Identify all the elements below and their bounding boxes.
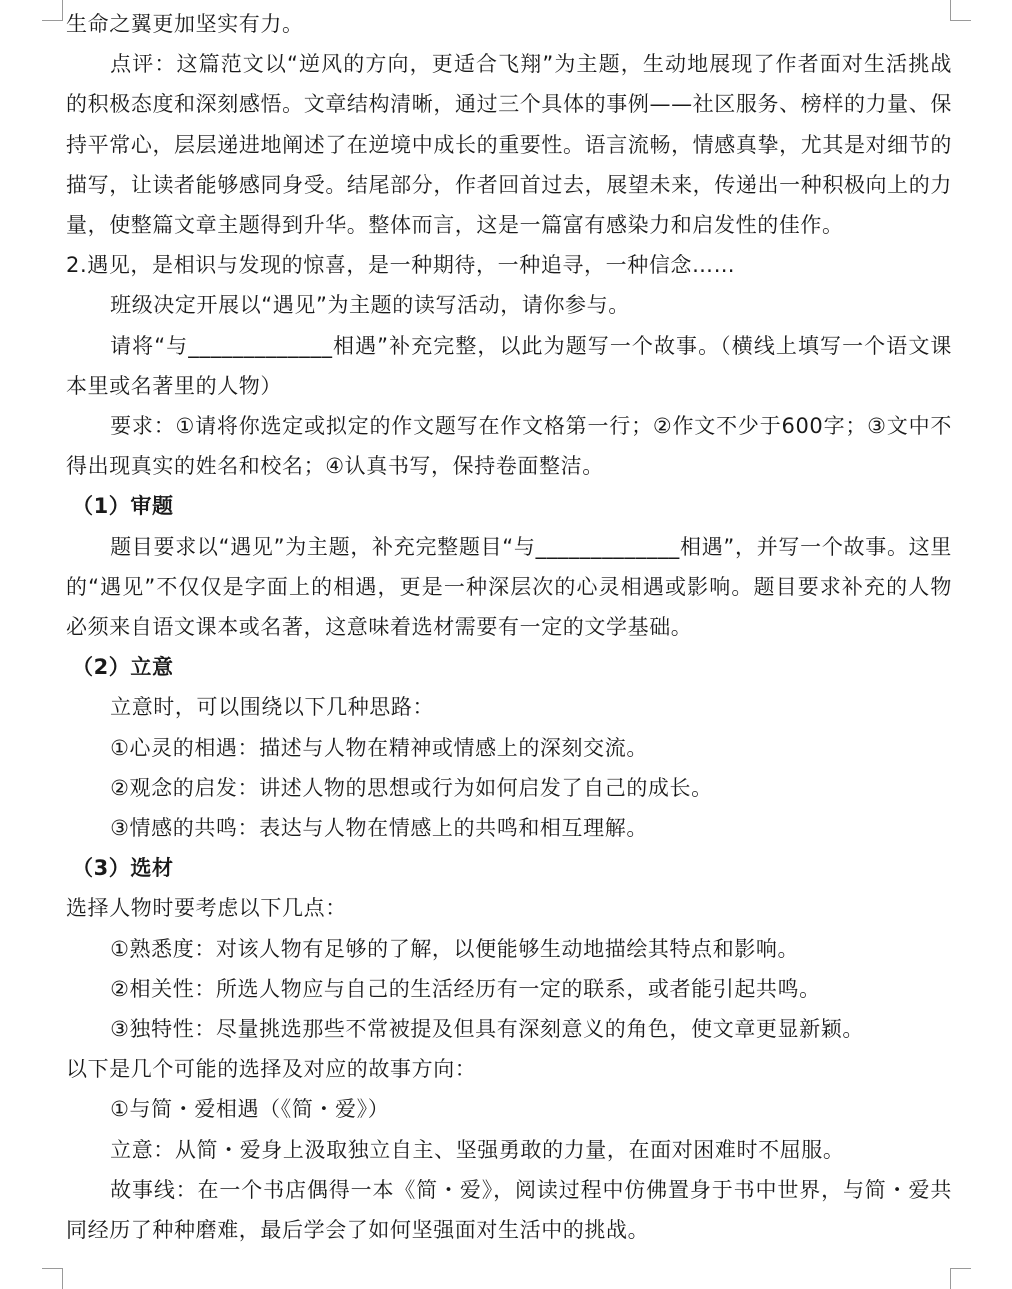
paragraph-theme-intro: 立意时，可以围绕以下几种思路： [110, 695, 435, 720]
material-item-3: ③独特性：尽量挑选那些不常被提及但具有深刻意义的角色，使文章更显新颖。 [110, 1017, 864, 1042]
question-2-prompt: 请将“与_____________相遇”补充完整，以此为题写一个故事。（横线上填写一个语文课本里或名著里的人物） [66, 333, 952, 398]
section-heading-theme: （2）立意 [72, 655, 174, 680]
material-item-2: ②相关性：所选人物应与自己的生活经历有一定的联系，或者能引起共鸣。 [110, 976, 821, 1001]
paragraph-options-intro: 以下是几个可能的选择及对应的故事方向： [66, 1057, 477, 1082]
option-1-theme: 立意：从简・爱身上汲取独立自主、坚强勇敢的力量，在面对困难时不屈服。 [110, 1137, 845, 1162]
crop-mark-bottom-left [42, 1268, 63, 1289]
material-item-1: ①熟悉度：对该人物有足够的了解，以便能够生动地描绘其特点和影响。 [110, 936, 800, 961]
crop-mark-top-right [950, 0, 971, 21]
theme-item-3: ③情感的共鸣：表达与人物在情感上的共鸣和相互理解。 [110, 816, 648, 841]
crop-mark-bottom-right [950, 1268, 971, 1289]
option-1-title: ①与简・爱相遇（《简・爱》） [110, 1097, 390, 1122]
section-heading-analysis: （1）审题 [72, 494, 174, 519]
theme-item-1: ①心灵的相遇：描述与人物在精神或情感上的深刻交流。 [110, 735, 648, 760]
paragraph-analysis: 题目要求以“遇见”为主题，补充完整题目“与_____________相遇”，并写一个故事。这里的“遇见”不仅仅是字面上的相遇，更是一种深层次的心灵相遇或影响。题目要求补充的人物必须来自语文课本或名著，这意味着选材需要有一定的文学基础。 [66, 534, 952, 640]
question-2-requirements: 要求：①请将你选定或拟定的作文题写在作文格第一行；②作文不少于600字；③文中不得出现真实的姓名和校名；④认真书写，保持卷面整洁。 [66, 414, 952, 479]
document-body [66, 4, 952, 1250]
paragraph-commentary: 点评：这篇范文以“逆风的方向，更适合飞翔”为主题，生动地展现了作者面对生活挑战的积极态度和深刻感悟。文章结构清晰，通过三个具体的事例——社区服务、榜样的力量、保持平常心，层层递进地阐述了在逆境中成长的重要性。语言流畅，情感真挚，尤其是对细节的描写，让读者能够感同身受。结尾部分，作者回首过去，展望未来，传递出一种积极向上的力量，使整篇文章主题得到升华。整体而言，这是一篇富有感染力和启发性的佳作。 [66, 52, 952, 238]
theme-item-2: ②观念的启发：讲述人物的思想或行为如何启发了自己的成长。 [110, 775, 713, 800]
paragraph-continuation: 生命之翼更加坚实有力。 [66, 12, 304, 36]
question-2-activity: 班级决定开展以“遇见”为主题的读写活动，请你参与。 [110, 293, 630, 318]
question-2-intro: 2.遇见，是相识与发现的惊喜，是一种期待，一种追寻，一种信念…… [66, 253, 736, 278]
crop-mark-top-left [42, 0, 63, 21]
option-1-storyline: 故事线：在一个书店偶得一本《简・爱》，阅读过程中仿佛置身于书中世界，与简・爱共同经历了种种磨难，最后学会了如何坚强面对生活中的挑战。 [66, 1177, 952, 1243]
section-heading-material: （3）选材 [72, 856, 174, 881]
paragraph-material-intro: 选择人物时要考虑以下几点： [66, 896, 347, 921]
